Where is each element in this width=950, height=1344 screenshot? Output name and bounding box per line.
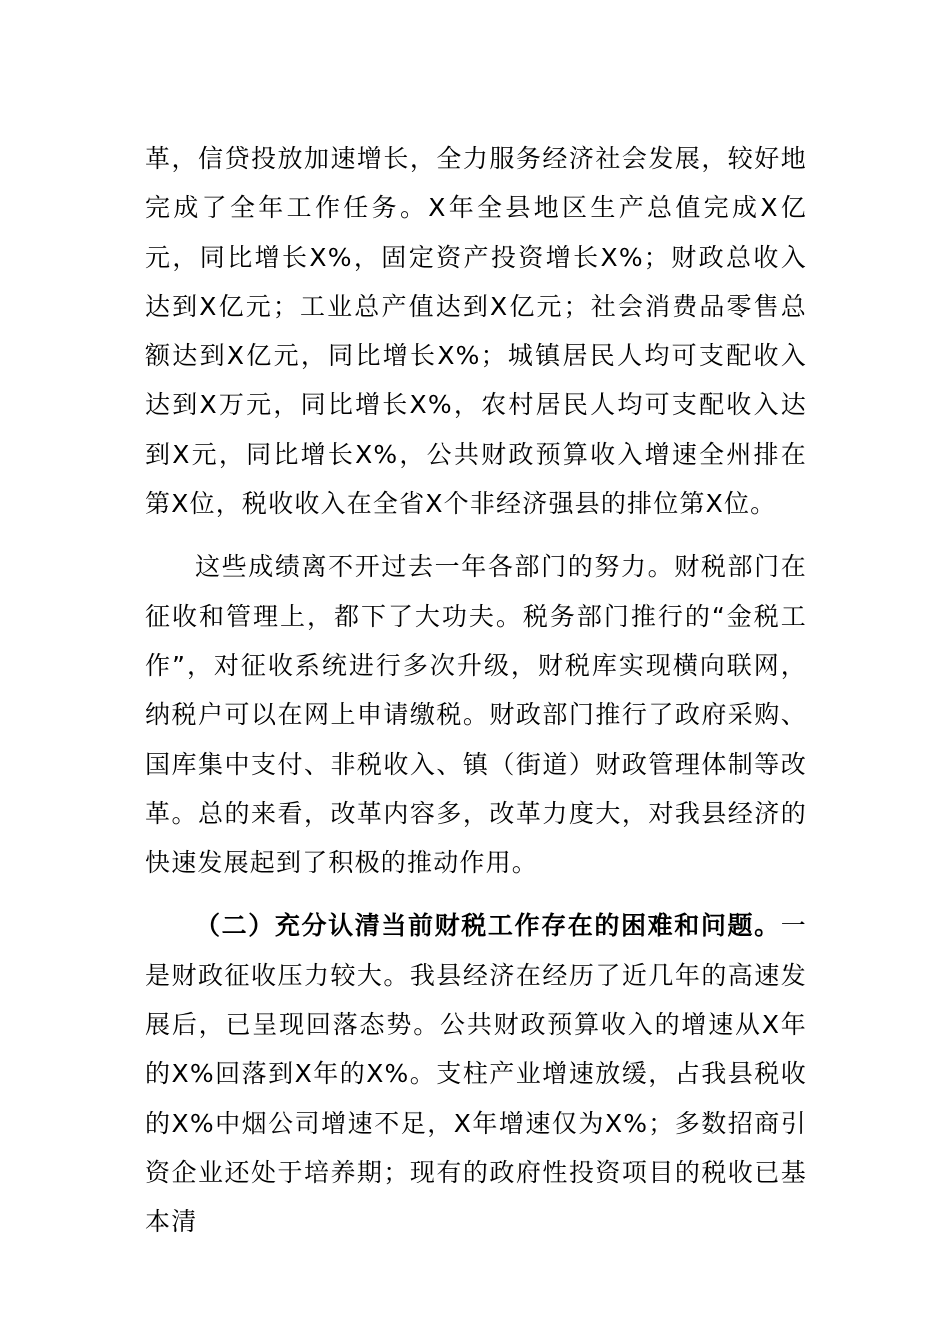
paragraph-achievements-continued xyxy=(145,134,807,528)
paragraph-difficulties xyxy=(145,901,807,1246)
paragraph-text: 革，信贷投放加速增长，全力服务经济社会发展，较好地完成了全年工作任务。X年全县地区生产总值完成X亿元，同比增长X%，固定资产投资增长X%；财政总收入达到X亿元；工业总产值达到X亿元；社会消费品零售总额达到X亿元，同比增长X%；城镇居民人均可支配收入达到X万元，同比增长X%，农村居民人均可支配收入达到X元，同比增长X%，公共财政预算收入增速全州排在第X位，税收收入在全省X个非经济强县的排位第X位。 xyxy=(145,144,807,519)
section-heading: （二）充分认清当前财税工作存在的困难和问题。 xyxy=(195,911,781,941)
paragraph-text: 这些成绩离不开过去一年各部门的努力。财税部门在征收和管理上，都下了大功夫。税务部门推行的“金税工作”，对征收系统进行多次升级，财税库实现横向联网，纳税户可以在网上申请缴税。财政部门推行了政府采购、国库集中支付、非税收入、镇（街道）财政管理体制等改革。总的来看，改革内容多，改革力度大，对我县经济的快速发展起到了积极的推动作用。 xyxy=(145,552,807,878)
paragraph-department-efforts xyxy=(145,542,807,887)
paragraph-text: 一是财政征收压力较大。我县经济在经历了近几年的高速发展后，已呈现回落态势。公共财政预算收入的增速从X年的X%回落到X年的X%。支柱产业增速放缓，占我县税收的X%中烟公司增速不足，X年增速仅为X%；多数招商引资企业还处于培养期；现有的政府性投资项目的税收已基本清 xyxy=(145,911,807,1237)
document-body xyxy=(145,134,807,1247)
